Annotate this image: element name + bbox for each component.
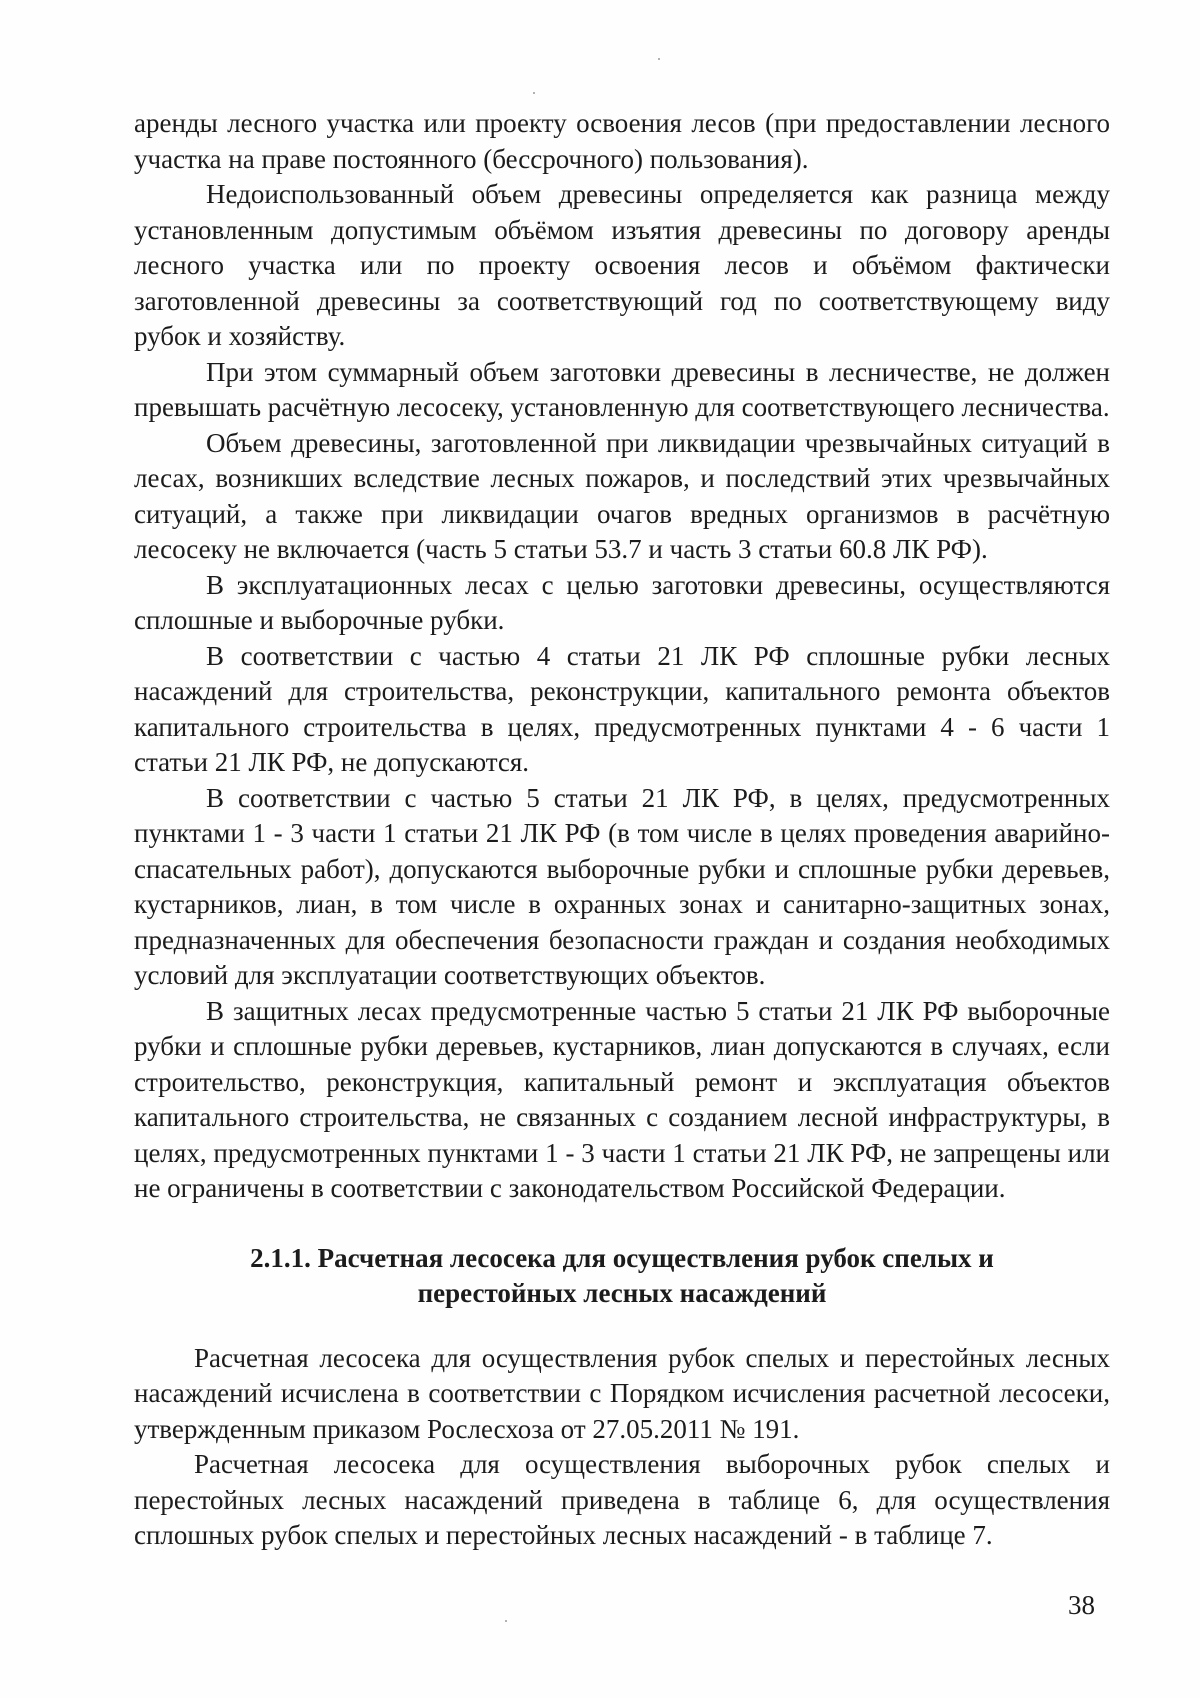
page-number: 38 [1068, 1590, 1095, 1620]
paragraph: Расчетная лесосека для осуществления выборочных рубок спелых и перестойных лесных насаждений приведена в таблице 6, для осуществления сплошных рубок спелых и перестойных лесных насаждений - в таблице 7. [134, 1449, 1110, 1550]
document-body [134, 106, 1110, 1554]
paragraph: При этом суммарный объем заготовки древесины в лесничестве, не должен превышать расчётную лесосеку, установленную для соответствующего лесничества. [134, 356, 1110, 422]
scan-speck [658, 58, 660, 60]
paragraph: Расчетная лесосека для осуществления рубок спелых и перестойных лесных насаждений исчислена в соответствии с Порядком исчисления расчетной лесосеки, утвержденным приказом Рослесхоза от 27.05.2011 № 191. [134, 1342, 1110, 1444]
paragraph: В соответствии с частью 4 статьи 21 ЛК РФ сплошные рубки лесных насаждений для строительства, реконструкции, капитального ремонта объектов капитального строительства в целях, предусмотренных пунктами 4 - 6 части 1 статьи 21 ЛК РФ, не допускаются. [134, 640, 1110, 777]
paragraph: Объем древесины, заготовленной при ликвидации чрезвычайных ситуаций в лесах, возникших вследствие лесных пожаров, и последствий этих чрезвычайных ситуаций, а также при ликвидации очагов вредных организмов в расчётную лесосеку не включается (часть 5 статьи 53.7 и часть 3 статьи 60.8 ЛК РФ). [134, 427, 1110, 564]
paragraph: В защитных лесах предусмотренные частью 5 статьи 21 ЛК РФ выборочные рубки и сплошные рубки деревьев, кустарников, лиан допускаются в случаях, если строительство, реконструкция, капитальный ремонт и эксплуатация объектов капитального строительства, не связанных с созданием лесной инфраструктуры, в целях, предусмотренных пунктами 1 - 3 части 1 статьи 21 ЛК РФ, не запрещены или не ограничены в соответствии с законодательством Российской Федерации. [134, 995, 1110, 1203]
paragraph: В соответствии с частью 5 статьи 21 ЛК РФ, в целях, предусмотренных пунктами 1 - 3 части 1 статьи 21 ЛК РФ (в том числе в целях проведения аварийно-спасательных работ), допускаются выборочные рубки и сплошные рубки деревьев, кустарников, лиан, в том числе в охранных зонах и санитарно-защитных зонах, предназначенных для обеспечения безопасности граждан и создания необходимых условий для эксплуатации соответствующих объектов. [134, 782, 1110, 990]
paragraph: Недоиспользованный объем древесины определяется как разница между установленным допустимым объёмом изъятия древесины по договору аренды лесного участка или по проекту освоения лесов и объёмом фактически заготовленной древесины за соответствующий год по соответствующему виду рубок и хозяйству. [134, 179, 1110, 351]
paragraph: В эксплуатационных лесах с целью заготовки древесины, осуществляются сплошные и выборочные рубки. [134, 569, 1110, 635]
paragraph: аренды лесного участка или проекту освоения лесов (при предоставлении лесного участка на праве постоянного (бессрочного) пользования). [134, 108, 1110, 174]
scan-speck [533, 92, 535, 94]
section-heading: 2.1.1. Расчетная лесосека для осуществления рубок спелых и перестойных лесных насаждений [250, 1242, 994, 1308]
scan-speck [505, 1620, 507, 1622]
